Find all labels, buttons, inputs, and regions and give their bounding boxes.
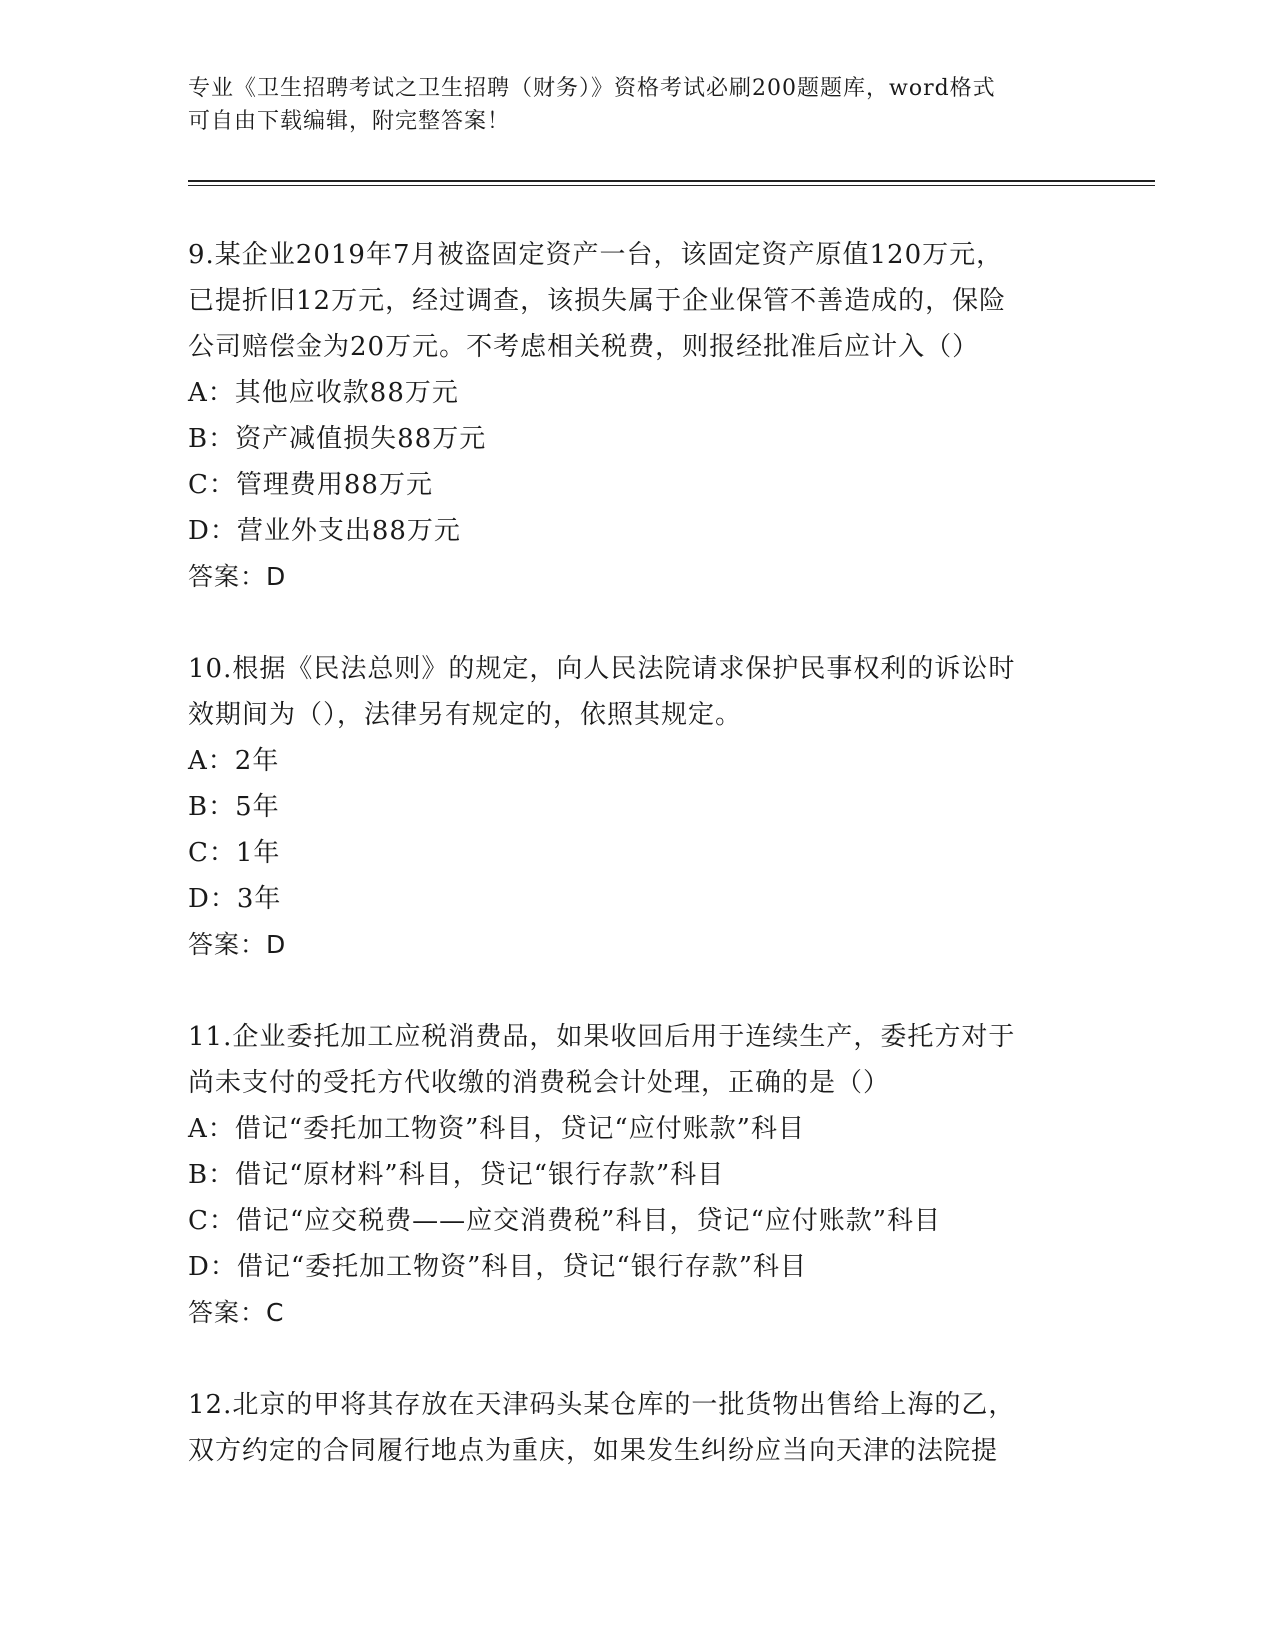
question-stem-line: 尚未支付的受托方代收缴的消费税会计处理，正确的是（） xyxy=(188,1068,891,1098)
question-12 xyxy=(188,1382,1088,1474)
option-b: B：借记“原材料”科目，贷记“银行存款”科目 xyxy=(188,1160,725,1190)
question-stem-line: 11.企业委托加工应税消费品，如果收回后用于连续生产，委托方对于 xyxy=(188,1022,1016,1052)
answer-line: 答案：D xyxy=(188,930,287,959)
question-9 xyxy=(188,232,1088,600)
answer-line: 答案：C xyxy=(188,1298,285,1327)
option-c: C：管理费用88万元 xyxy=(188,470,433,500)
header-divider-thin xyxy=(188,185,1155,186)
question-stem-line: 已提折旧12万元，经过调查，该损失属于企业保管不善造成的，保险 xyxy=(188,286,1007,316)
document-header xyxy=(188,72,1088,138)
option-d: D：营业外支出88万元 xyxy=(188,516,461,546)
question-stem-line: 10.根据《民法总则》的规定，向人民法院请求保护民事权利的诉讼时 xyxy=(188,654,1016,684)
option-d: D：借记“委托加工物资”科目，贷记“银行存款”科目 xyxy=(188,1252,808,1282)
question-stem-line: 12.北京的甲将其存放在天津码头某仓库的一批货物出售给上海的乙， xyxy=(188,1390,1016,1420)
question-stem-line: 公司赔偿金为20万元。不考虑相关税费，则报经批准后应计入（） xyxy=(188,332,980,362)
option-b: B：5年 xyxy=(188,792,280,822)
header-divider-thick xyxy=(188,180,1155,182)
question-11 xyxy=(188,1014,1088,1336)
option-a: A：借记“委托加工物资”科目，贷记“应付账款”科目 xyxy=(188,1114,805,1144)
header-line-2: 可自由下载编辑，附完整答案！ xyxy=(188,109,511,134)
option-d: D：3年 xyxy=(188,884,282,914)
option-a: A：其他应收款88万元 xyxy=(188,378,459,408)
option-b: B：资产减值损失88万元 xyxy=(188,424,487,454)
question-stem-line: 9.某企业2019年7月被盗固定资产一台，该固定资产原值120万元， xyxy=(188,240,1004,270)
option-c: C：借记“应交税费——应交消费税”科目，贷记“应付账款”科目 xyxy=(188,1206,942,1236)
question-10 xyxy=(188,646,1088,968)
option-c: C：1年 xyxy=(188,838,281,868)
answer-line: 答案：D xyxy=(188,562,287,591)
question-stem-line: 效期间为（），法律另有规定的，依照其规定。 xyxy=(188,700,743,730)
question-stem-line: 双方约定的合同履行地点为重庆，如果发生纠纷应当向天津的法院提 xyxy=(188,1436,999,1466)
header-line-1: 专业《卫生招聘考试之卫生招聘（财务）》资格考试必刷200题题库，word格式 xyxy=(188,76,996,101)
option-a: A：2年 xyxy=(188,746,280,776)
